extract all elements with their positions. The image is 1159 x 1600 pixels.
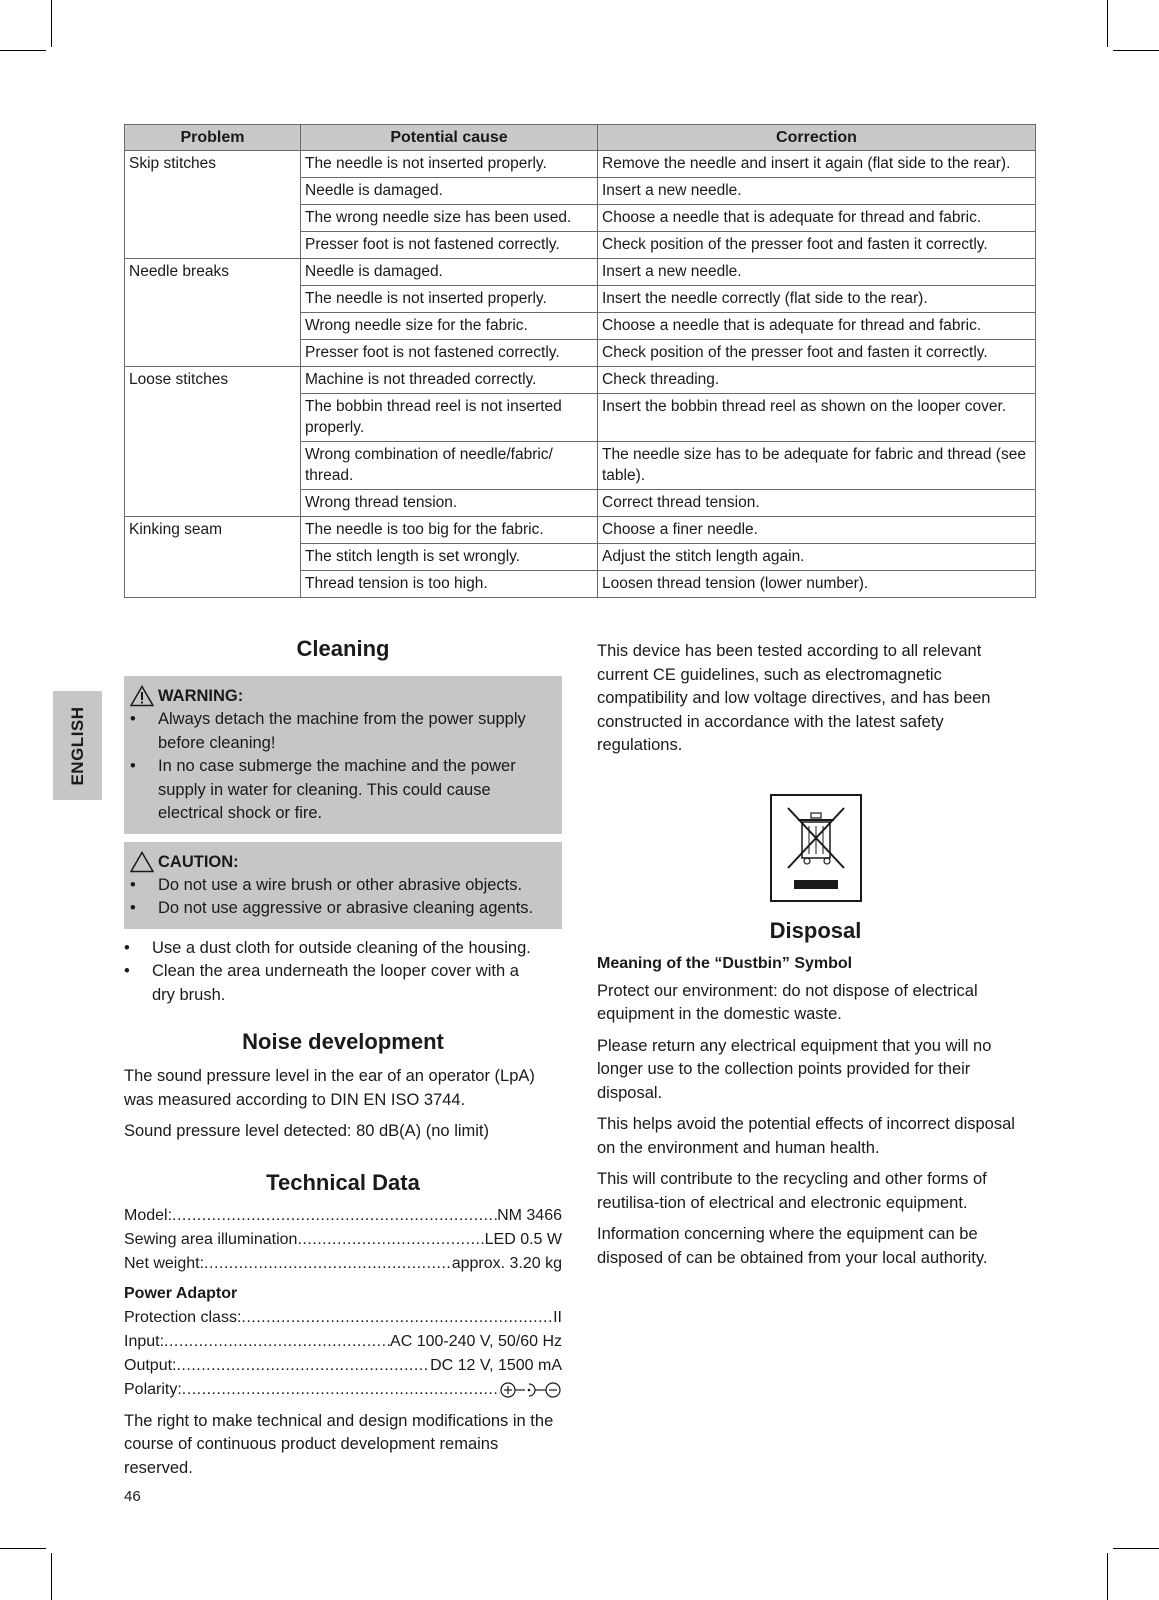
table-row	[125, 517, 1036, 544]
correction-cell: Loosen thread tension (lower number).	[598, 571, 1036, 598]
correction-cell: Insert the needle correctly (flat side to the rear).	[598, 286, 1036, 313]
correction-cell: Choose a needle that is adequate for thread and fabric.	[598, 205, 1036, 232]
tech-row: Output: ..... DC 12 V, 1500 mA	[124, 1354, 562, 1378]
correction-cell: Choose a needle that is adequate for thread and fabric.	[598, 313, 1036, 340]
disposal-paragraph: Please return any electrical equipment that you will no longer use to the collection points provided for their disposal.	[597, 1036, 992, 1102]
disposal-subtitle: Meaning of the “Dustbin” Symbol	[597, 954, 853, 972]
disposal-paragraph: Information concerning where the equipment can be disposed of can be obtained from your local authority.	[597, 1225, 988, 1267]
problem-cell: Kinking seam	[125, 517, 301, 598]
right-column	[597, 640, 1034, 1270]
warning-item: In no case submerge the machine and the power supply in water for cleaning. This could cause electrical shock or fire.	[158, 757, 516, 822]
crop-mark	[1113, 50, 1159, 51]
warning-title-text: WARNING:	[158, 687, 244, 705]
tech-row: Input: ..... AC 100-240 V, 50/60 Hz	[124, 1330, 562, 1354]
table-header-row	[125, 125, 1036, 151]
disposal-paragraph: Protect our environment: do not dispose of electrical equipment in the domestic waste.	[597, 981, 978, 1023]
cause-cell: Thread tension is too high.	[301, 571, 598, 598]
table-row	[125, 151, 1036, 178]
cleaning-heading: Cleaning	[296, 636, 390, 661]
tech-row: Net weight: ..... approx. 3.20 kg	[124, 1252, 562, 1276]
ce-paragraph: This device has been tested according to all relevant current CE guidelines, such as electromagnetic compatibility and low voltage directives, and has been constructed in accordance with the latest safety regulations.	[597, 642, 991, 754]
table-row	[125, 367, 1036, 394]
left-column	[124, 636, 562, 1480]
cause-cell: Presser foot is not fastened correctly.	[301, 232, 598, 259]
correction-cell: Adjust the stitch length again.	[598, 544, 1036, 571]
list-item: • Always detach the machine from the power supply before cleaning!	[130, 708, 554, 755]
problem-cell: Loose stitches	[125, 367, 301, 517]
crop-mark	[1107, 1553, 1108, 1600]
cleaning-item: Clean the area underneath the looper cover with a dry brush.	[152, 962, 519, 1004]
warning-box	[124, 676, 562, 834]
column-header: Potential cause	[301, 125, 598, 151]
list-item: • Clean the area underneath the looper cover with a dry brush.	[124, 960, 562, 1007]
disposal-heading: Disposal	[769, 917, 862, 943]
noise-heading: Noise development	[242, 1029, 444, 1054]
problem-cell: Needle breaks	[125, 259, 301, 367]
crop-mark	[51, 1553, 52, 1600]
tech-row: Polarity: .....	[124, 1378, 562, 1402]
correction-cell: Check threading.	[598, 367, 1036, 394]
caution-triangle-icon	[130, 851, 154, 873]
noise-paragraph: The sound pressure level in the ear of an operator (LpA) was measured according to DIN EN ISO 3744.	[124, 1067, 535, 1109]
cause-cell: The needle is not inserted properly.	[301, 151, 598, 178]
tech-row: Sewing area illumination ..... LED 0.5 W	[124, 1228, 562, 1252]
cleaning-item: Use a dust cloth for outside cleaning of the housing.	[152, 938, 531, 957]
page-number: 46	[124, 1488, 141, 1505]
correction-cell: Insert the bobbin thread reel as shown on the looper cover.	[598, 394, 1036, 442]
cause-cell: Wrong needle size for the fabric.	[301, 313, 598, 340]
cause-cell: Presser foot is not fastened correctly.	[301, 340, 598, 367]
list-item: • In no case submerge the machine and the power supply in water for cleaning. This could cause electrical shock or fire.	[130, 755, 554, 826]
caution-title-text: CAUTION:	[158, 852, 239, 871]
troubleshooting-table	[124, 124, 1036, 598]
correction-cell: Insert a new needle.	[598, 259, 1036, 286]
table-body	[125, 151, 1036, 598]
correction-cell: Check position of the presser foot and fasten it correctly.	[598, 232, 1036, 259]
correction-cell: Insert a new needle.	[598, 178, 1036, 205]
cause-cell: Needle is damaged.	[301, 178, 598, 205]
disposal-paragraph: This will contribute to the recycling and other forms of reutilisa-tion of electrical and electronic equipment.	[597, 1170, 987, 1212]
cause-cell: Machine is not threaded correctly.	[301, 367, 598, 394]
problem-cell: Skip stitches	[125, 151, 301, 259]
correction-cell: Remove the needle and insert it again (flat side to the rear).	[598, 151, 1036, 178]
crop-mark	[0, 1548, 46, 1549]
language-label: ENGLISH	[67, 705, 87, 786]
caution-item: Do not use aggressive or abrasive cleaning agents.	[158, 899, 534, 917]
crop-mark	[1107, 0, 1108, 47]
crop-mark	[0, 50, 46, 51]
list-item: • Do not use aggressive or abrasive cleaning agents.	[130, 897, 554, 921]
disposal-paragraph: This helps avoid the potential effects of incorrect disposal on the environment and human health.	[597, 1115, 1015, 1157]
cause-cell: The stitch length is set wrongly.	[301, 544, 598, 571]
tech-footnote: The right to make technical and design modifications in the course of continuous product development remains reserved.	[124, 1411, 554, 1477]
correction-cell: Check position of the presser foot and fasten it correctly.	[598, 340, 1036, 367]
column-header: Problem	[125, 125, 301, 151]
tech-row: Protection class: ..... II	[124, 1306, 562, 1330]
language-tab	[53, 691, 102, 800]
caution-title	[130, 850, 554, 874]
cause-cell: The needle is too big for the fabric.	[301, 517, 598, 544]
cause-cell: Wrong combination of needle/fabric/ thread.	[301, 442, 598, 490]
caution-box	[124, 842, 562, 929]
adaptor-heading: Power Adaptor	[124, 1284, 238, 1302]
correction-cell: Correct thread tension.	[598, 490, 1036, 517]
cause-cell: Wrong thread tension.	[301, 490, 598, 517]
correction-cell: Choose a finer needle.	[598, 517, 1036, 544]
caution-item: Do not use a wire brush or other abrasive objects.	[158, 875, 523, 894]
correction-cell: The needle size has to be adequate for fabric and thread (see table).	[598, 442, 1036, 490]
adaptor-rows	[124, 1306, 562, 1402]
column-header: Correction	[598, 125, 1036, 151]
cause-cell: The wrong needle size has been used.	[301, 205, 598, 232]
crop-mark	[51, 0, 52, 47]
polarity-symbol-icon	[500, 1380, 562, 1400]
list-item: • Use a dust cloth for outside cleaning of the housing.	[124, 937, 562, 961]
cause-cell: The needle is not inserted properly.	[301, 286, 598, 313]
weee-symbol	[770, 794, 862, 902]
warning-item: Always detach the machine from the power supply before cleaning!	[158, 710, 526, 752]
list-item: • Do not use a wire brush or other abrasive objects.	[130, 874, 554, 898]
cause-cell: Needle is damaged.	[301, 259, 598, 286]
tech-row: Model: ..... NM 3466	[124, 1204, 562, 1228]
warning-triangle-icon	[130, 685, 154, 707]
crop-mark	[1113, 1548, 1159, 1549]
warning-title	[130, 684, 554, 708]
table-row	[125, 259, 1036, 286]
cause-cell: The bobbin thread reel is not inserted properly.	[301, 394, 598, 442]
noise-level: Sound pressure level detected: 80 dB(A) (no limit)	[124, 1122, 490, 1140]
tech-rows	[124, 1204, 562, 1276]
crossed-out-bin-icon	[772, 796, 860, 900]
tech-heading: Technical Data	[266, 1169, 420, 1195]
